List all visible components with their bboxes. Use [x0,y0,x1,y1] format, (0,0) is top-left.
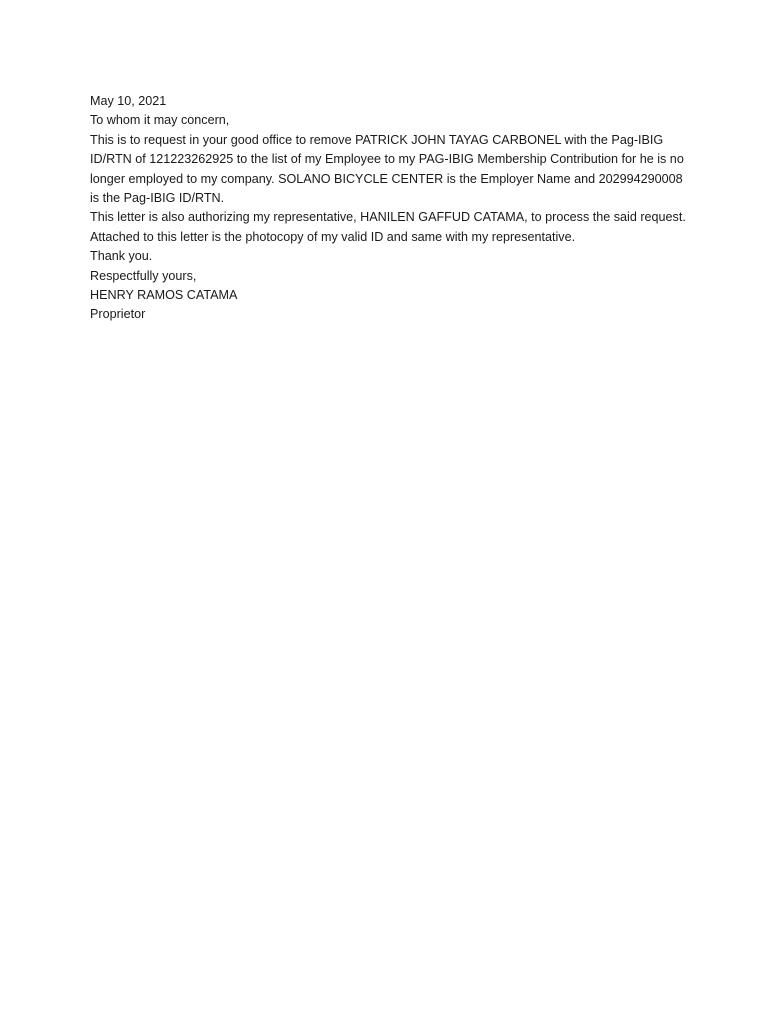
letter-paragraph-request: This is to request in your good office to remove PATRICK JOHN TAYAG CARBONEL with the Pag-IBIG ID/RTN of 121223262925 to the list of my Employee to my PAG-IBIG Membership Contribution for he is no longer employed to my company. SOLANO BICYCLE CENTER is the Employer Name and 202994290008 is the Pag-IBIG ID/RTN. [90,132,684,206]
letter-closing: Respectfully yours, [90,268,197,283]
letter-page [90,92,690,325]
letter-paragraph-attachment: Attached to this letter is the photocopy of my valid ID and same with my representative. [90,229,576,244]
letter-paragraph-authorization: This letter is also authorizing my representative, HANILEN GAFFUD CATAMA, to process the said request. [90,210,686,225]
letter-salutation: To whom it may concern, [90,113,230,128]
letter-date: May 10, 2021 [90,94,167,108]
signatory-title: Proprietor [90,307,146,322]
signatory-name: HENRY RAMOS CATAMA [90,288,238,303]
letter-thanks: Thank you. [90,249,153,264]
